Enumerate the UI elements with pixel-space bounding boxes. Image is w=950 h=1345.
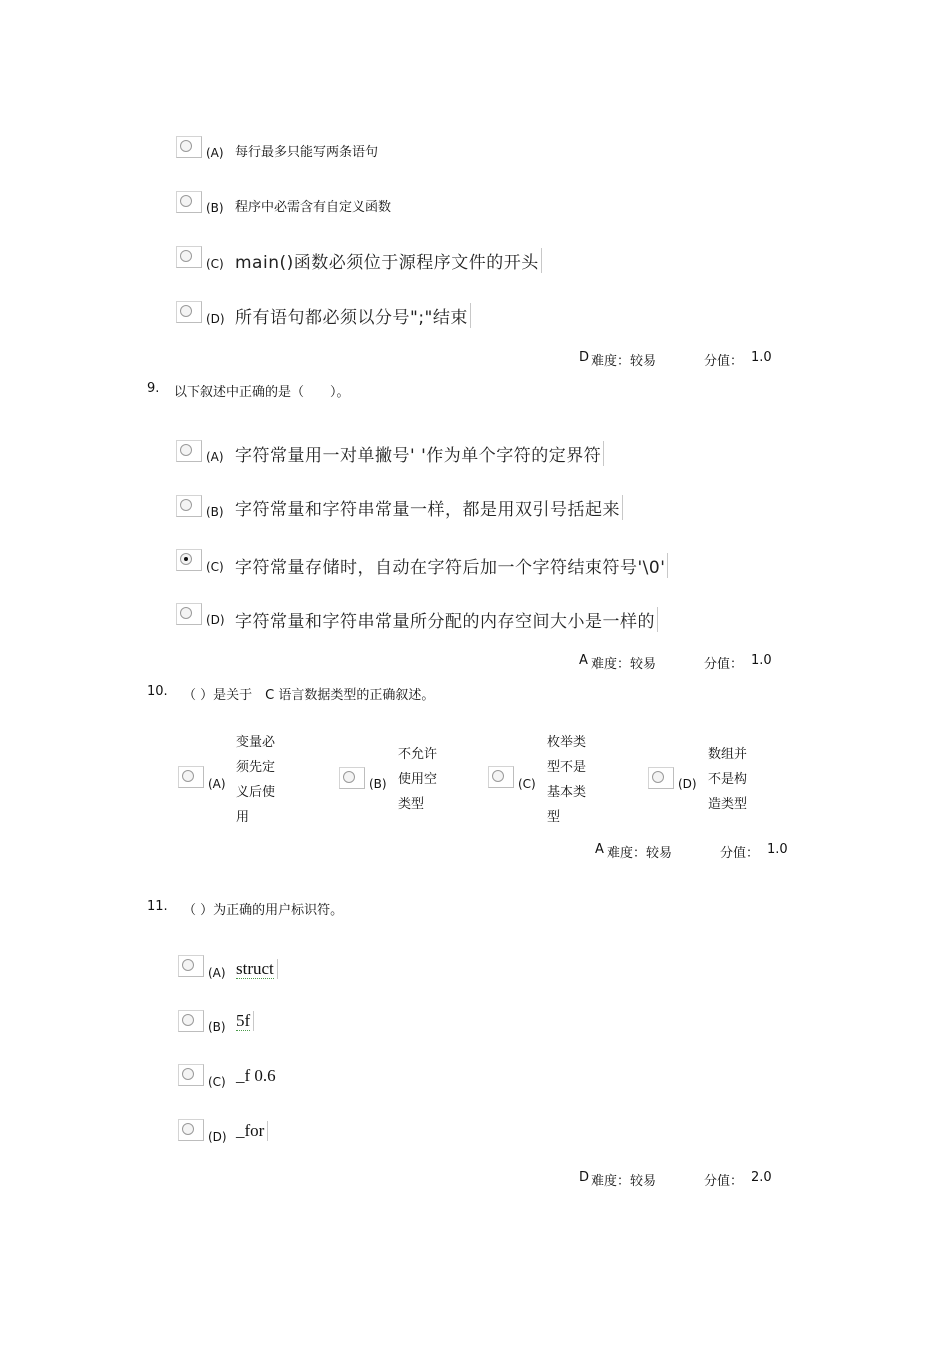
option-label: (C) bbox=[518, 777, 536, 791]
answer-letter: D bbox=[579, 350, 590, 365]
answer-letter: A bbox=[579, 653, 588, 668]
q10-radio-c[interactable] bbox=[488, 766, 514, 788]
score-value: 1.0 bbox=[751, 350, 772, 365]
radio-circle-icon bbox=[180, 499, 192, 511]
score-value: 1.0 bbox=[751, 653, 772, 668]
q10-radio-d[interactable] bbox=[648, 767, 674, 789]
q11-radio-c[interactable] bbox=[178, 1064, 204, 1086]
option-text: 枚举类型不是基本类型 bbox=[547, 735, 587, 825]
q8-radio-d[interactable] bbox=[176, 301, 202, 323]
option-text: 每行最多只能写两条语句 bbox=[235, 145, 379, 160]
score-label: 分值： bbox=[720, 846, 760, 861]
option-label: (A) bbox=[208, 966, 226, 980]
option-text: _f 0.6 bbox=[236, 1066, 276, 1085]
option-label: (D) bbox=[208, 1130, 227, 1144]
option-label: (B) bbox=[206, 505, 224, 519]
option-text: 不允许使用空类型 bbox=[398, 747, 438, 812]
radio-selected-icon bbox=[180, 553, 192, 565]
radio-circle-icon bbox=[180, 607, 192, 619]
q11-radio-d[interactable] bbox=[178, 1119, 204, 1141]
score-label: 分值： bbox=[704, 1174, 744, 1189]
radio-circle-icon bbox=[180, 195, 192, 207]
radio-circle-icon bbox=[180, 250, 192, 262]
radio-circle-icon bbox=[180, 140, 192, 152]
radio-circle-icon bbox=[182, 1014, 194, 1026]
radio-circle-icon bbox=[182, 1123, 194, 1135]
q9-radio-a[interactable] bbox=[176, 440, 202, 462]
answer-letter: A bbox=[595, 842, 604, 857]
q11-radio-b[interactable] bbox=[178, 1010, 204, 1032]
option-label: (B) bbox=[208, 1020, 226, 1034]
difficulty-text: 难度：较易 bbox=[607, 846, 673, 861]
option-label: (B) bbox=[369, 777, 387, 791]
score-label: 分值： bbox=[704, 657, 744, 672]
option-text: 变量必须先定义后使用 bbox=[236, 735, 276, 825]
question-text: 以下叙述中正确的是（ ）。 bbox=[174, 385, 350, 400]
option-label: (D) bbox=[678, 777, 697, 791]
option-label: (A) bbox=[206, 450, 224, 464]
option-text: 字符常量存储时，自动在字符后加一个字符结束符号'\0' bbox=[235, 553, 668, 578]
radio-circle-icon bbox=[652, 771, 664, 783]
score-value: 2.0 bbox=[751, 1170, 772, 1185]
answer-letter: D bbox=[579, 1170, 590, 1185]
question-number: 10. bbox=[147, 684, 168, 699]
option-label: (A) bbox=[206, 146, 224, 160]
option-text bbox=[236, 1011, 254, 1031]
option-label: (D) bbox=[206, 613, 225, 627]
option-label: (A) bbox=[208, 777, 226, 791]
difficulty-text: 难度：较易 bbox=[591, 1174, 657, 1189]
difficulty-text: 难度：较易 bbox=[591, 657, 657, 672]
difficulty-text: 难度：较易 bbox=[591, 354, 657, 369]
score-label: 分值： bbox=[704, 354, 744, 369]
option-text: 字符常量和字符串常量一样，都是用双引号括起来 bbox=[235, 495, 623, 520]
q8-radio-c[interactable] bbox=[176, 246, 202, 268]
option-text: 所有语句都必须以分号";"结束 bbox=[235, 303, 471, 328]
radio-circle-icon bbox=[182, 959, 194, 971]
radio-circle-icon bbox=[180, 305, 192, 317]
option-text: 字符常量用一对单撇号' '作为单个字符的定界符 bbox=[235, 441, 604, 466]
option-text: 数组并不是构造类型 bbox=[708, 747, 748, 812]
q9-radio-d[interactable] bbox=[176, 603, 202, 625]
option-text: 程序中必需含有自定义函数 bbox=[235, 200, 392, 215]
option-label: (C) bbox=[206, 257, 224, 271]
option-label: (D) bbox=[206, 312, 225, 326]
q8-radio-a[interactable] bbox=[176, 136, 202, 158]
question-text: （ ）为正确的用户标识符。 bbox=[183, 903, 344, 918]
radio-circle-icon bbox=[492, 770, 504, 782]
option-value: struct bbox=[236, 959, 274, 978]
radio-circle-icon bbox=[180, 444, 192, 456]
radio-circle-icon bbox=[182, 1068, 194, 1080]
option-value: 5f bbox=[236, 1011, 251, 1030]
q10-radio-a[interactable] bbox=[178, 766, 204, 788]
option-label: (B) bbox=[206, 201, 224, 215]
q8-radio-b[interactable] bbox=[176, 191, 202, 213]
radio-circle-icon bbox=[343, 771, 355, 783]
score-value: 1.0 bbox=[767, 842, 788, 857]
option-text bbox=[236, 959, 278, 979]
q9-radio-c[interactable] bbox=[176, 549, 202, 571]
option-text: 字符常量和字符串常量所分配的内存空间大小是一样的 bbox=[235, 607, 658, 632]
option-text: main()函数必须位于源程序文件的开头 bbox=[235, 248, 542, 273]
question-text: （ ）是关于 C 语言数据类型的正确叙述。 bbox=[183, 688, 435, 703]
question-number: 11. bbox=[147, 899, 168, 914]
q10-radio-b[interactable] bbox=[339, 767, 365, 789]
option-text: _for bbox=[236, 1121, 268, 1141]
option-label: (C) bbox=[208, 1075, 226, 1089]
option-label: (C) bbox=[206, 560, 224, 574]
radio-circle-icon bbox=[182, 770, 194, 782]
q9-radio-b[interactable] bbox=[176, 495, 202, 517]
q11-radio-a[interactable] bbox=[178, 955, 204, 977]
question-number: 9. bbox=[147, 381, 160, 396]
